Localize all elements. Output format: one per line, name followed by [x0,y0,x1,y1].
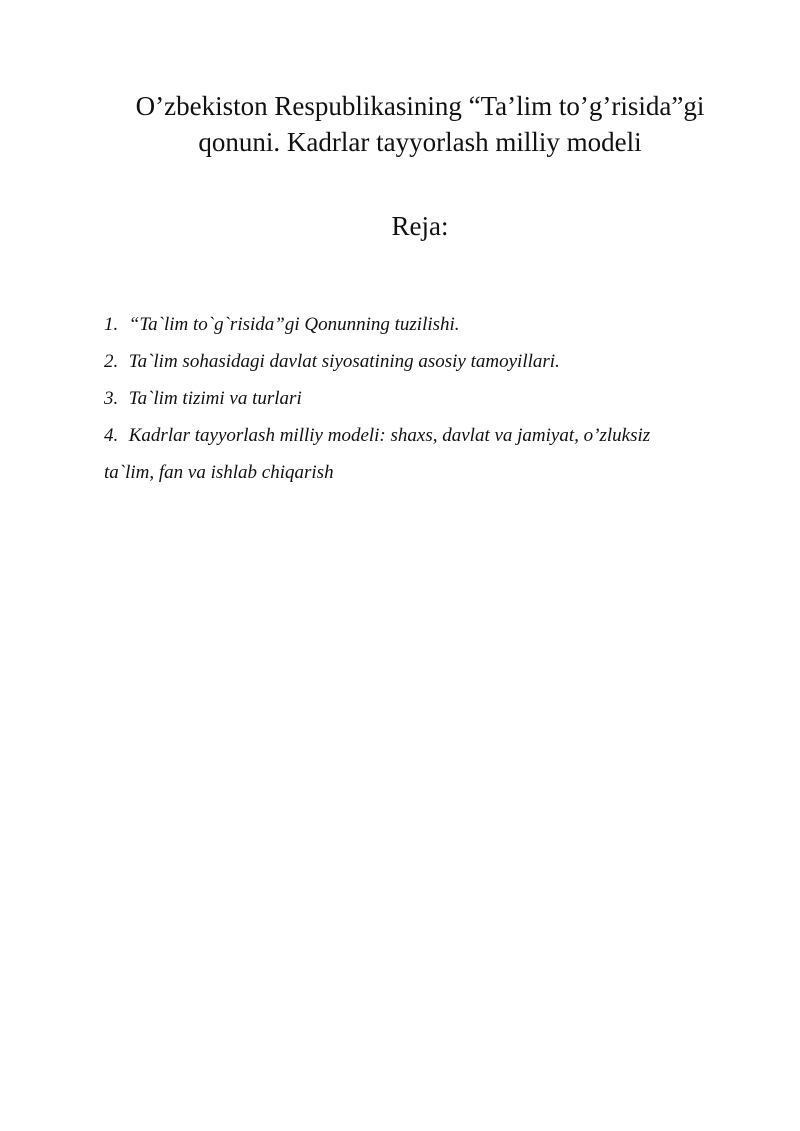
plan-item [104,306,744,343]
plan-heading: Reja: [391,211,449,241]
document-title [60,88,780,160]
plan-list [104,306,744,491]
plan-item [104,380,744,417]
plan-item-text: “Ta`lim to`g`risida”gi Qonunning tuzilishi. [128,314,460,335]
plan-item-number: 1. [104,314,119,335]
plan-item-number: 3. [104,388,119,409]
plan-item-number: 2. [104,351,119,372]
plan-item-text: Ta`lim tizimi va turlari [128,388,302,409]
plan-item-text: Ta`lim sohasidagi davlat siyosatining asosiy tamoyillari. [128,351,560,372]
plan-item-number: 4. [104,425,119,446]
document-title-line-1: O’zbekiston Respublikasining “Ta’lim to’g’risida”gi [135,91,705,121]
plan-item [104,417,744,491]
document-title-line-2: qonuni. Kadrlar tayyorlash milliy modeli [198,127,642,157]
plan-item-text-continuation: ta`lim, fan va ishlab chiqarish [104,462,334,483]
plan-item [104,343,744,380]
plan-item-text: Kadrlar tayyorlash milliy modeli: shaxs, davlat va jamiyat, o’zluksiz [128,425,651,446]
